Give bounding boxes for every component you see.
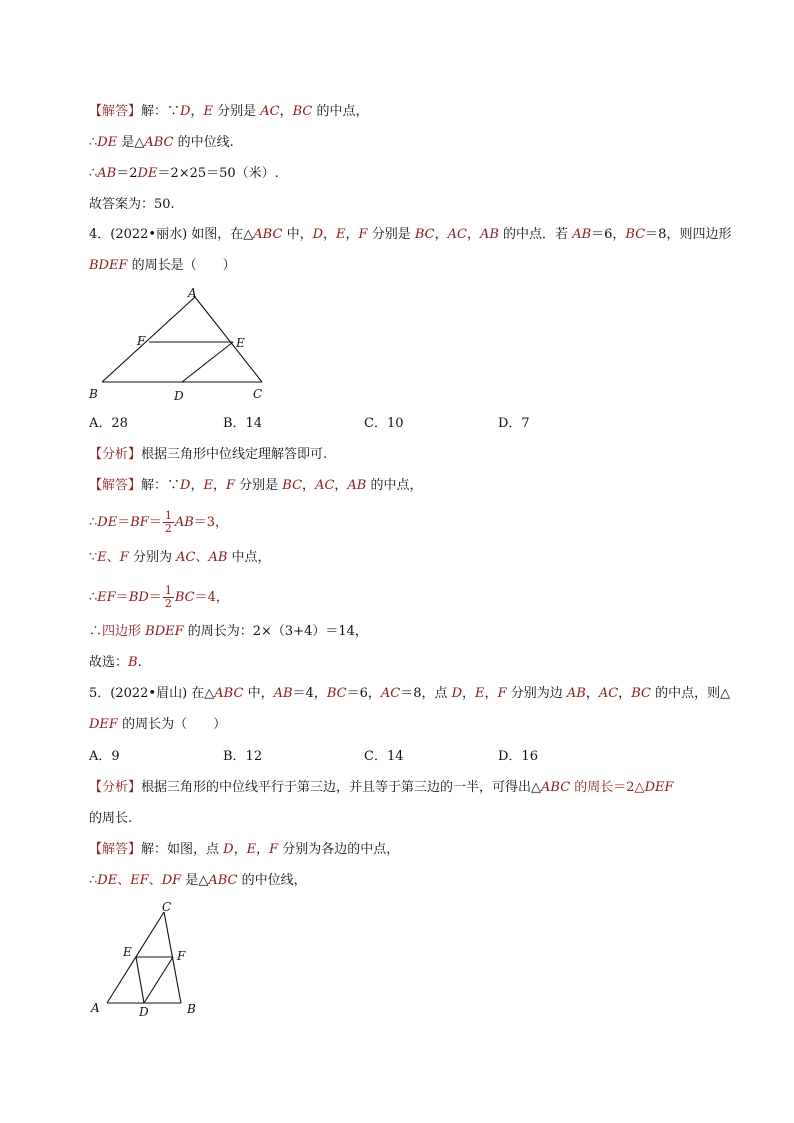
q4-label-b: B [89,387,98,401]
fraction-half: $\frac{1}{2}$ [164,584,172,610]
q4-option-b[interactable]: B．14 [223,416,263,431]
q5-label-c: C [162,900,172,914]
q5-solution-line-2: ∴DE、EF、DF 是△ABC 的中位线， [89,873,307,888]
q5-figure-triangle [85,895,215,1025]
q5-label-d: D [139,1005,149,1019]
q5-label-f: F [177,949,186,963]
solution-line-1: 【解答】解：∵D，E 分别是 AC，BC 的中点， [89,104,369,119]
q4-stem-line-1: 4．(2022•丽水) 如图，在△ABC 中，D，E，F 分别是 BC，AC，AB 的中点．若 AB＝6，BC＝8，则四边形 [89,227,732,242]
q5-analysis-line-1: 【分析】根据三角形的中位线平行于第三边，并且等于第三边的一半，可得出△ABC 的周长＝2△DEF [89,780,674,795]
q4-label-a: A [188,286,197,300]
q4-analysis: 【分析】根据三角形中位线定理解答即可. [89,447,328,462]
q5-stem-line-1: 5．(2022•眉山) 在△ABC 中，AB＝4，BC＝6，AC＝8，点 D，E，F 分别为边 AB，AC，BC 的中点，则△ [89,686,731,701]
q4-stem-line-2: BDEF 的周长是（ ） [89,258,236,273]
q5-label-e: E [123,945,132,959]
q5-stem-line-2: DEF 的周长为（ ） [89,717,227,732]
q4-label-f: F [137,334,146,348]
q4-figure-triangle [85,285,275,405]
q5-option-a[interactable]: A．9 [89,749,120,764]
q4-option-a[interactable]: A．28 [89,416,128,431]
q4-solution-line-4: ∴EF＝BD＝ $\frac{1}{2}$ BC＝4， [89,584,229,610]
q4-solution-line-3: ∵E、F 分别为 AC、AB 中点， [89,550,271,565]
q4-solution-line-6: 故选：B. [89,655,142,670]
q5-label-b: B [187,1002,196,1016]
q5-option-c[interactable]: C．14 [364,749,404,764]
solution-line-2: ∴DE 是△ABC 的中位线. [89,135,234,150]
q5-option-b[interactable]: B．12 [223,749,263,764]
q5-option-d[interactable]: D．16 [498,749,538,764]
q4-label-e: E [236,336,245,350]
q4-solution-line-2: ∴DE＝BF＝ $\frac{1}{2}$ AB＝3， [89,509,229,535]
q4-solution-line-1: 【解答】解：∵D，E，F 分别是 BC，AC，AB 的中点， [89,478,423,493]
q4-label-d: D [174,389,184,403]
q4-option-c[interactable]: C．10 [364,416,404,431]
q5-analysis-line-2: 的周长. [89,811,133,826]
solution-line-4: 故答案为：50. [89,197,175,212]
q5-solution-line-1: 【解答】解：如图，点 D，E，F 分别为各边的中点， [89,842,400,857]
q4-option-d[interactable]: D．7 [498,416,530,431]
q4-solution-line-5: ∴四边形 BDEF 的周长为：2×（3+4）＝14， [89,624,368,639]
fraction-half: $\frac{1}{2}$ [164,509,172,535]
q5-label-a: A [91,1001,100,1015]
q4-label-c: C [253,387,263,401]
solution-line-3: ∴AB＝2DE＝2×25＝50（米）. [89,166,279,181]
